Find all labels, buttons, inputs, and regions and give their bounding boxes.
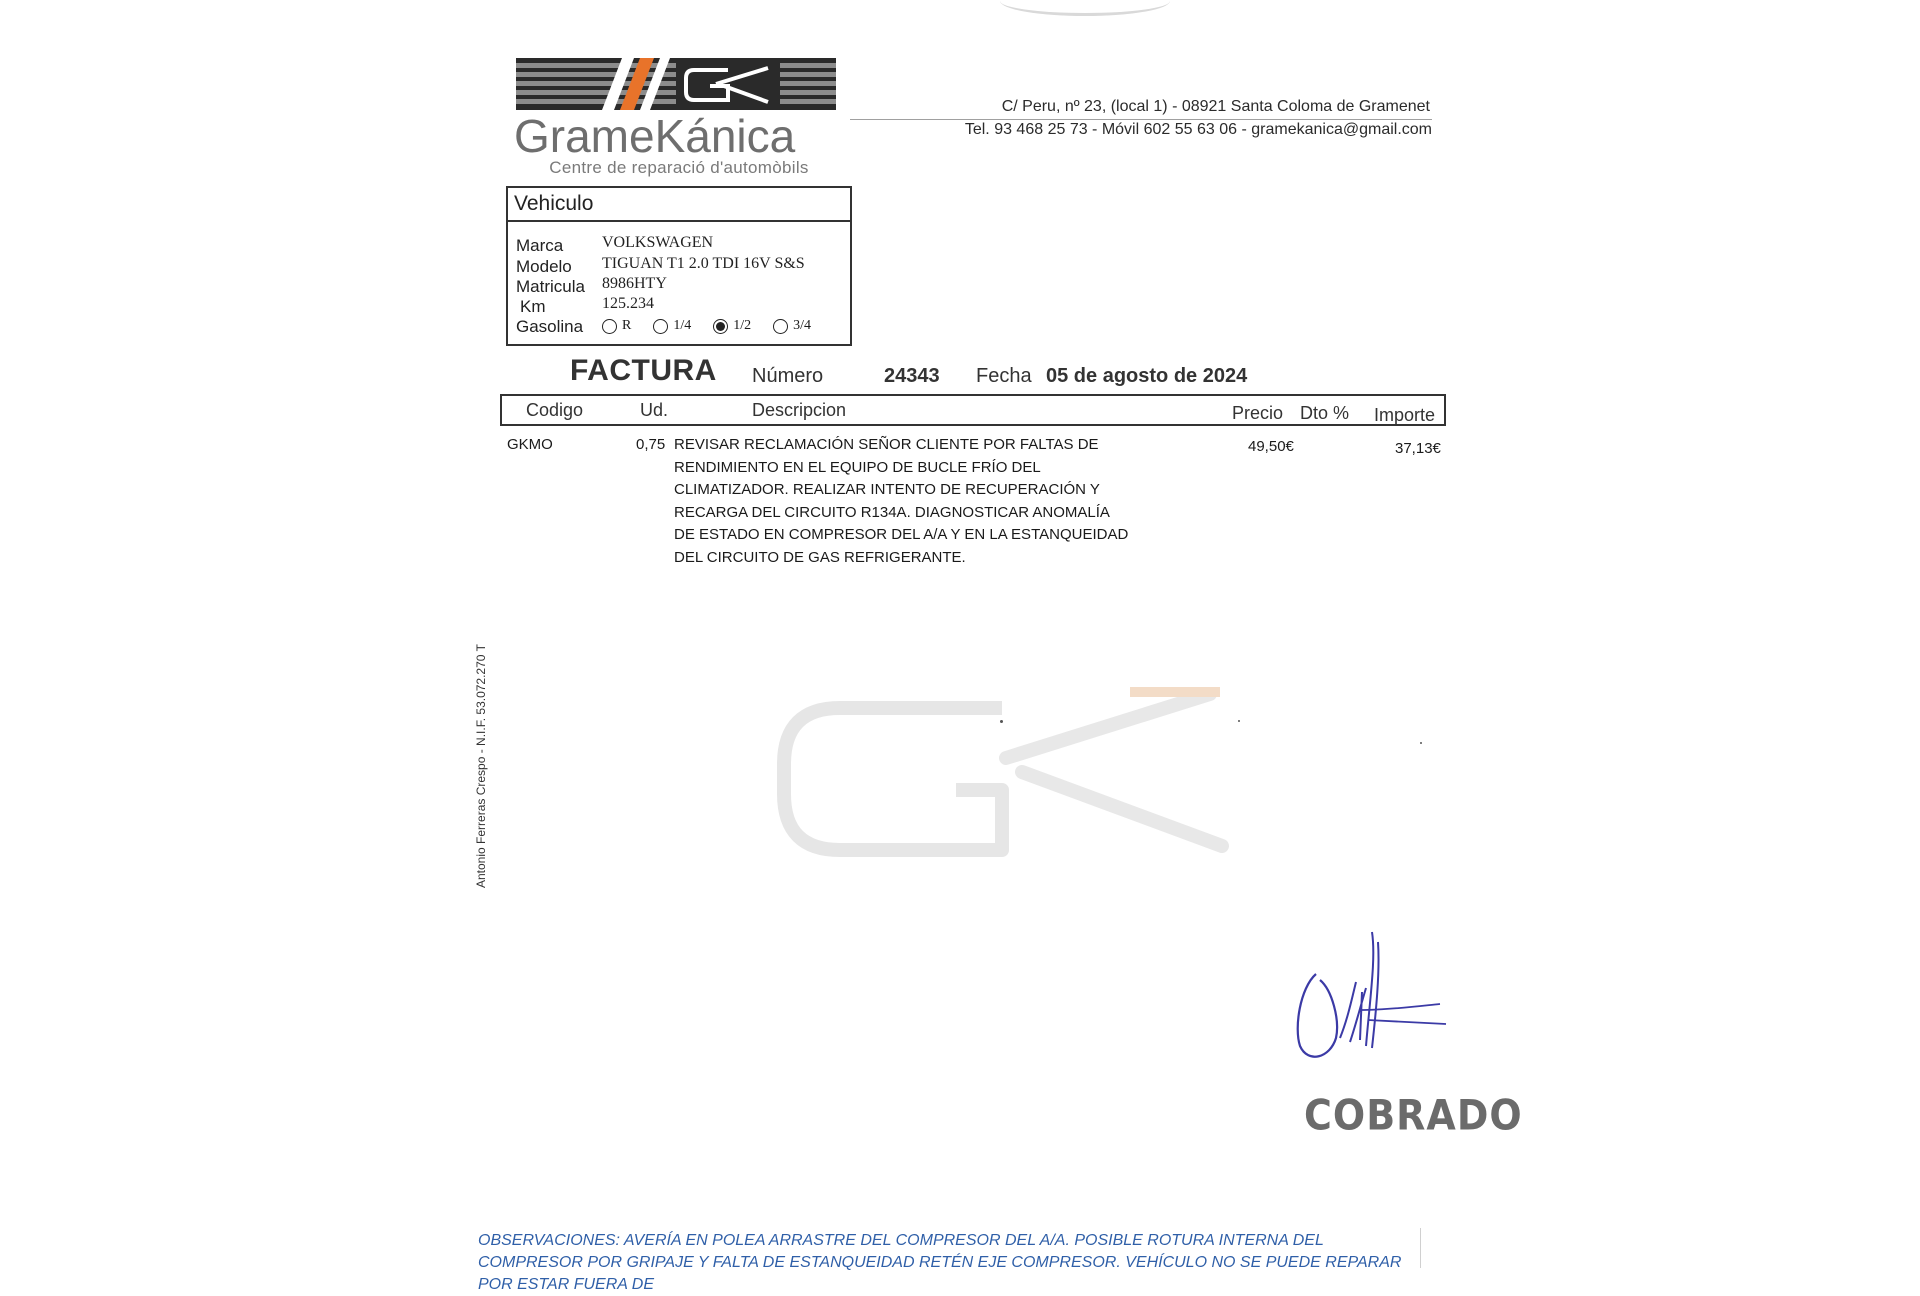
top-decorative-arc <box>1000 0 1170 16</box>
radio-empty-icon <box>773 319 788 334</box>
company-logo-banner <box>516 58 836 110</box>
row-precio: 49,50€ <box>1248 438 1294 455</box>
row-descripcion: REVISAR RECLAMACIÓN SEÑOR CLIENTE POR FALTAS DE RENDIMIENTO EN EL EQUIPO DE BUCLE FRÍO DEL CLIMATIZADOR. REALIZAR INTENTO DE RECUPERACIÓN Y RECARGA DEL CIRCUITO R134A. DIAGNOSTICAR ANOMALÍA DE ESTADO EN COMPRESOR DEL A/A Y EN LA ESTANQUEIDAD DEL CIRCUITO DE GAS REFRIGERANTE. <box>674 436 1129 566</box>
logo-stripes-icon <box>516 58 836 110</box>
invoice-title: FACTURA <box>570 354 717 387</box>
radio-empty-icon <box>602 319 617 334</box>
company-address: C/ Peru, nº 23, (local 1) - 08921 Santa Coloma de Gramenet <box>1001 98 1430 115</box>
invoice-number: 24343 <box>884 365 940 387</box>
scan-speck <box>1420 742 1422 744</box>
fuel-option-half: 1/2 <box>713 318 751 334</box>
fuel-level-options <box>602 318 811 334</box>
fuel-option-r: R <box>602 318 631 334</box>
line-items-header <box>500 394 1446 426</box>
radio-checked-icon <box>713 319 728 334</box>
radio-empty-icon <box>653 319 668 334</box>
company-logo-wordmark <box>514 110 844 160</box>
marca-value: VOLKSWAGEN <box>602 234 714 251</box>
scan-speck <box>1238 720 1240 722</box>
observations-divider <box>1420 1228 1421 1268</box>
row-importe: 37,13€ <box>1395 440 1441 457</box>
handwritten-signature <box>1290 928 1450 1073</box>
fuel-option-three-quarter: 3/4 <box>773 318 811 334</box>
matricula-value: 8986HTY <box>602 275 667 292</box>
row-ud: 0,75 <box>636 436 666 453</box>
observations-text: OBSERVACIONES: AVERÍA EN POLEA ARRASTRE DEL COMPRESOR DEL A/A. POSIBLE ROTURA INTERNA DEL COMPRESOR POR GRIPAJE Y FALTA DE ESTANQUEIDAD RETÉN EJE COMPRESOR. VEHÍCULO NO SE PUEDE REPARAR POR ESTAR FUERA DE <box>478 1232 1402 1293</box>
matricula-label: Matricula <box>516 277 585 296</box>
vehicle-info-box <box>506 186 852 346</box>
col-header-codigo: Codigo <box>526 400 584 420</box>
km-label: Km <box>520 297 546 316</box>
col-header-ud: Ud. <box>640 400 669 420</box>
logo-name-text: GrameKánica <box>514 110 796 162</box>
col-header-precio: Precio <box>1232 403 1284 423</box>
modelo-label: Modelo <box>516 257 572 276</box>
col-header-descripcion: Descripcion <box>752 400 847 420</box>
marca-label: Marca <box>516 236 564 255</box>
fuel-option-quarter: 1/4 <box>653 318 691 334</box>
col-header-importe: Importe <box>1374 405 1436 425</box>
company-tagline: Centre de reparació d'automòbils <box>549 158 809 177</box>
invoice-date: 05 de agosto de 2024 <box>1046 365 1248 387</box>
contact-divider <box>850 119 1432 120</box>
invoice-number-label: Número <box>752 365 824 387</box>
gk-watermark-icon <box>770 686 1240 872</box>
invoice-date-label: Fecha <box>976 365 1032 387</box>
gasolina-label: Gasolina <box>516 317 584 336</box>
vehicle-box-title: Vehiculo <box>508 188 850 222</box>
owner-nif-vertical: Antonio Ferreras Crespo - N.I.F. 53.072.270 T <box>474 644 488 888</box>
km-value: 125.234 <box>602 295 654 312</box>
paid-stamp: COBRADO <box>1304 1090 1523 1140</box>
company-phones-email: Tel. 93 468 25 73 - Móvil 602 55 63 06 - gramekanica@gmail.com <box>964 121 1432 138</box>
modelo-value: TIGUAN T1 2.0 TDI 16V S&S <box>602 255 805 272</box>
scan-speck <box>1000 720 1003 723</box>
col-header-dto: Dto % <box>1300 403 1350 423</box>
row-codigo: GKMO <box>507 436 553 453</box>
